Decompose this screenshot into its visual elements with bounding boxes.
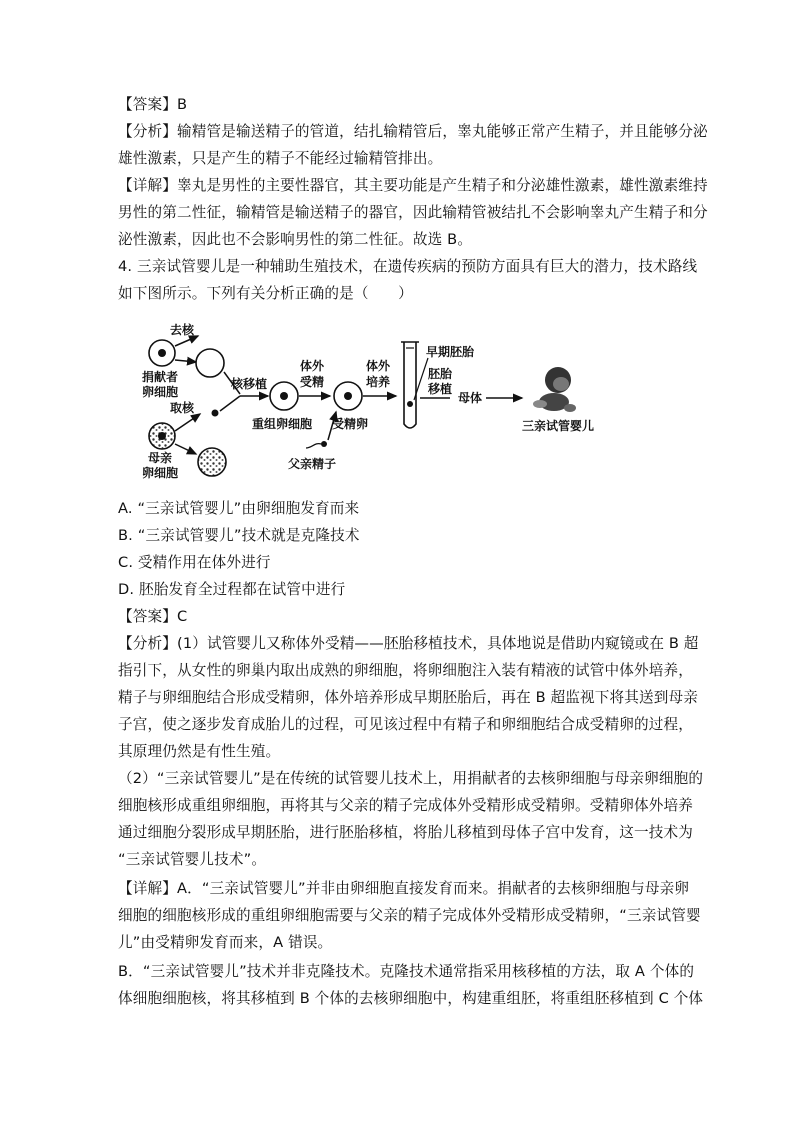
arrow: [175, 360, 196, 362]
embryo-transfer-label: 移植: [428, 382, 453, 396]
question-4-stem: 4. 三亲试管婴儿是一种辅助生殖技术，在遗传疾病的预防方面具有巨大的潜力，技术路线: [118, 258, 698, 275]
arrow: [175, 444, 196, 454]
connector: [220, 396, 240, 411]
detail-line: 男性的第二性征，输精管是输送精子的器官，因此输精管被结扎不会影响睾丸产生精子和分: [118, 204, 708, 221]
father-sperm-label: 父亲精子: [288, 457, 337, 471]
ivf-label: 受精: [300, 375, 325, 389]
recombinant-egg-label: 重组卵细胞: [252, 417, 313, 431]
detail-line: 【详解】睾丸是男性的主要性器官，其主要功能是产生精子和分泌雄性激素，雄性激素维持: [118, 177, 708, 194]
culture-label: 体外: [366, 359, 391, 373]
father-sperm: [306, 441, 327, 448]
detail-line: B．“三亲试管婴儿”技术并非克隆技术。克隆技术通常指采用核移植的方法，取 A 个体的: [118, 963, 695, 980]
mother-label: 母亲: [148, 451, 173, 465]
nucleus: [212, 410, 219, 417]
arrow: [175, 414, 200, 431]
analysis-line: 雄性激素，只是产生的精子不能经过输精管排出。: [118, 150, 443, 167]
detail-line: 细胞的细胞核形成的重组卵细胞需要与父亲的精子完成体外受精形成受精卵，“三亲试管婴: [118, 907, 701, 924]
nuclear-transfer-label: 核移植: [231, 377, 268, 391]
detail-line: 儿”由受精卵发育而来，A 错误。: [118, 934, 333, 951]
baby-image: [533, 367, 576, 412]
analysis-line: 其原理仍然是有性生殖。: [118, 743, 281, 760]
arrow: [175, 336, 198, 346]
option-a: A. “三亲试管婴儿”由卵细胞发育而来: [118, 500, 360, 517]
fertilized-egg-cell: [334, 382, 362, 410]
ivf-label: 体外: [300, 359, 325, 373]
analysis-line: 指引下，从女性的卵巢内取出成熟的卵细胞，将卵细胞注入装有精液的试管中体外培养，: [118, 662, 694, 679]
mother-label: 卵细胞: [142, 466, 179, 480]
option-b: B. “三亲试管婴儿”技术就是克隆技术: [118, 527, 360, 544]
fertilized-egg-label: 受精卵: [332, 417, 369, 431]
answer-label-2: 【答案】C: [118, 608, 188, 625]
analysis-line: 通过细胞分裂形成早期胚胎，进行胚胎移植，将胎儿移植到母体子宫中发育，这一技术为: [118, 824, 694, 841]
take-nucleus-label: 取核: [170, 401, 195, 415]
detail-line: 体细胞细胞核，将其移植到 B 个体的去核卵细胞中，构建重组胚，将重组胚移植到 C 个体: [118, 990, 704, 1007]
culture-label: 培养: [366, 375, 391, 389]
detail-line: 【详解】A．“三亲试管婴儿”并非由卵细胞直接发育而来。捐献者的去核卵细胞与母亲卵: [118, 880, 690, 897]
analysis-line: （2）“三亲试管婴儿”是在传统的试管婴儿技术上，用捐献者的去核卵细胞与母亲卵细胞的: [118, 770, 704, 787]
donor-label: 卵细胞: [142, 385, 179, 399]
mother-egg-cell: [149, 423, 175, 449]
recombinant-egg-cell: [270, 382, 298, 410]
analysis-line: 【分析】输精管是输送精子的管道，结扎输精管后，睾丸能够正常产生精子，并且能够分泌: [118, 123, 708, 140]
donor-egg-cell: [149, 340, 175, 366]
mother-body-label: 母体: [458, 391, 483, 405]
analysis-line: 【分析】(1）试管婴儿又称体外受精——胚胎移植技术，具体地说是借助内窥镜或在 B 超: [118, 635, 699, 652]
analysis-line: “三亲试管婴儿技术”。: [118, 851, 267, 868]
analysis-line: 子宫，使之逐步发育成胎儿的过程，可见该过程中有精子和卵细胞结合成受精卵的过程，: [118, 716, 694, 733]
answer-label-1: 【答案】B: [118, 96, 188, 113]
three-parent-ivf-diagram: [140, 323, 620, 488]
mother-cytoplasm: [198, 448, 226, 476]
detail-line: 泌性激素，因此也不会影响男性的第二性征。故选 B。: [118, 231, 473, 248]
embryo-transfer-label: 胚胎: [428, 367, 453, 381]
analysis-line: 细胞核形成重组卵细胞，再将其与父亲的精子完成体外受精形成受精卵。受精卵体外培养: [118, 797, 694, 814]
remove-nucleus-label: 去核: [170, 323, 195, 337]
test-tube: [401, 342, 419, 428]
question-4-stem: 如下图所示。下列有关分析正确的是（ ）: [118, 285, 413, 302]
enucleated-egg: [196, 349, 224, 377]
early-embryo-label: 早期胚胎: [426, 345, 475, 359]
option-c: C. 受精作用在体外进行: [118, 554, 271, 571]
baby-label: 三亲试管婴儿: [522, 419, 595, 433]
analysis-line: 精子与卵细胞结合形成受精卵，体外培养形成早期胚胎后，再在 B 超监视下将其送到母亲: [118, 689, 699, 706]
donor-label: 捐献者: [142, 370, 179, 384]
option-d: D. 胚胎发育全过程都在试管中进行: [118, 581, 346, 598]
